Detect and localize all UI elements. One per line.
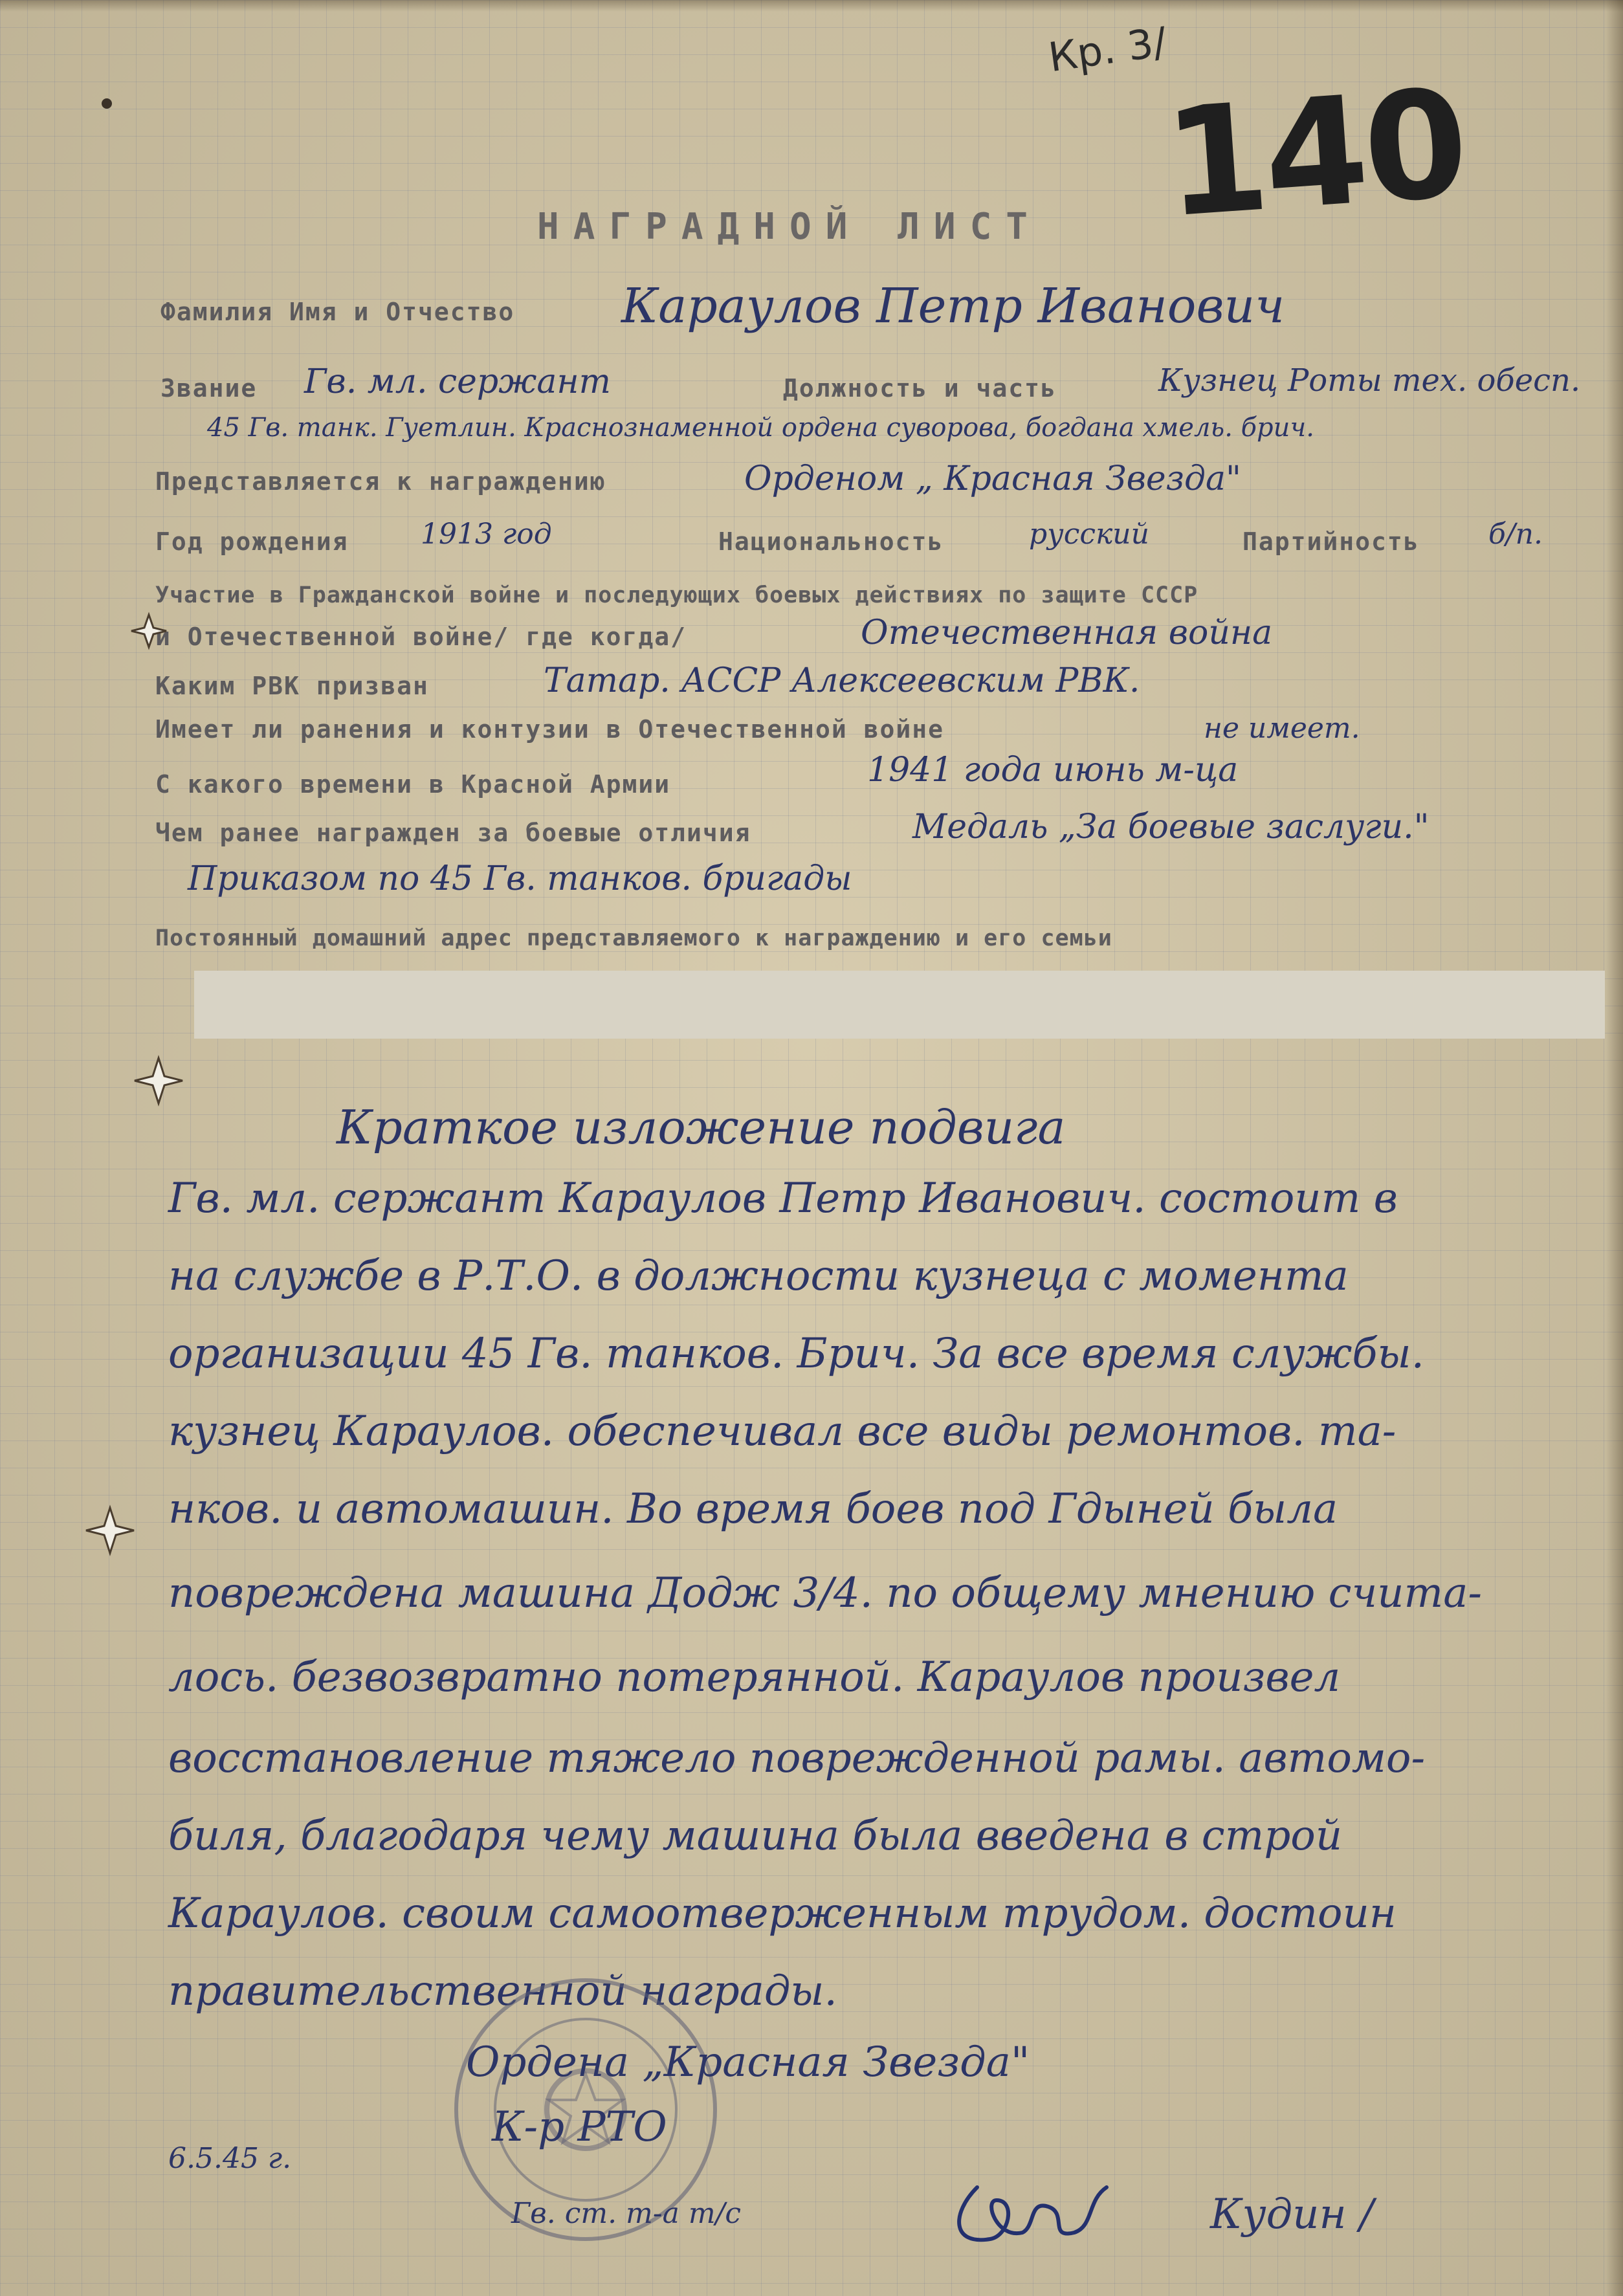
paper-edge-shadow — [1606, 0, 1623, 2296]
narrative-line: организации 45 Гв. танков. Брич. За все время службы. — [168, 1330, 1424, 1378]
archive-kr-number: Кр. 3/ — [1045, 17, 1170, 82]
narrative-line: повреждена машина Додж 3/4. по общему мнению счита- — [168, 1569, 1482, 1617]
narrative-line: на службе в Р.Т.О. в должности кузнеца с момента — [168, 1252, 1349, 1300]
value-nominated-for: Орденом „ Красная Звезда" — [744, 459, 1241, 498]
label-nationality: Национальность — [718, 527, 944, 556]
value-party: б/п. — [1488, 518, 1543, 551]
signature-date: 6.5.45 г. — [168, 2142, 292, 2175]
label-party: Партийность — [1242, 527, 1420, 556]
value-full-name: Караулов Петр Иванович — [621, 278, 1285, 334]
redacted-address — [194, 971, 1605, 1039]
narrative-line: восстановление тяжело поврежденной рамы. автомо- — [168, 1734, 1426, 1782]
narrative-line: биля, благодаря чему машина была введена в строй — [168, 1812, 1343, 1860]
label-rank: Звание — [160, 374, 258, 403]
value-nationality: русский — [1029, 518, 1149, 551]
label-wounds: Имеет ли ранения и контузии в Отечественной войне — [155, 715, 945, 744]
value-birth-year: 1913 год — [421, 518, 552, 551]
handwritten-signature — [938, 2161, 1132, 2258]
document-title: НАГРАДНОЙ ЛИСТ — [537, 206, 1043, 248]
value-position: Кузнец Роты тех. обесп. — [1158, 362, 1581, 399]
punch-hole-4 — [81, 1501, 139, 1560]
value-unit: 45 Гв. танк. Гуетлин. Краснознаменной ордена суворова, богдана хмель. брич. — [207, 413, 1314, 443]
value-previous-awards: Медаль „За боевые заслуги." — [912, 808, 1430, 846]
label-full-name: Фамилия Имя и Отчество — [160, 298, 515, 326]
narrative-line: лось. безвозвратно потерянной. Караулов произвел — [168, 1653, 1341, 1701]
label-birth-year: Год рождения — [155, 527, 349, 556]
conclusion-award: Ордена „Красная Звезда" — [466, 2038, 1030, 2086]
value-conscription-office: Татар. АССР Алексеевским РВК. — [544, 661, 1140, 700]
value-award-order: Приказом по 45 Гв. танков. бригады — [188, 859, 852, 898]
signature-name: Кудин / — [1210, 2191, 1374, 2238]
value-patriotic-war: Отечественная война — [861, 613, 1273, 652]
narrative-line: Гв. мл. сержант Караулов Петр Иванович. состоит в — [168, 1175, 1398, 1222]
punch-hole-2 — [126, 608, 171, 654]
label-civil-war: Участие в Гражданской войне и последующих боевых действиях по защите СССР — [155, 582, 1198, 608]
archive-page-number: 140 — [1159, 58, 1470, 251]
value-rank: Гв. мл. сержант — [304, 362, 611, 401]
signature-commander-title: К-р РТО — [492, 2103, 667, 2151]
punch-hole-3 — [129, 1052, 188, 1110]
narrative-line: Караулов. своим самоотверженным трудом. достоин — [168, 1890, 1397, 1937]
label-previous-awards: Чем ранее награжден за боевые отличия — [155, 819, 751, 847]
label-position-unit: Должность и часть — [783, 374, 1057, 403]
narrative-line: кузнец Караулов. обеспечивал все виды ремонтов. та- — [168, 1407, 1397, 1455]
label-patriotic-war: и Отечественной войне/ где когда/ — [155, 623, 687, 651]
value-wounds: не имеет. — [1204, 712, 1360, 745]
punch-hole-1 — [94, 91, 120, 116]
narrative-line: правительственной награды. — [168, 1967, 837, 2015]
narrative-heading: Краткое изложение подвига — [337, 1100, 1066, 1154]
paper-top-shadow — [0, 0, 1623, 12]
label-nominated-for: Представляется к награждению — [155, 467, 606, 496]
narrative-line: нков. и автомашин. Во время боев под Гдыней была — [168, 1485, 1338, 1533]
label-army-since: С какого времени в Красной Армии — [155, 770, 671, 799]
value-army-since: 1941 года июнь м-ца — [867, 751, 1239, 789]
signature-rank: Гв. ст. т-а т/с — [511, 2197, 742, 2230]
label-home-address: Постоянный домашний адрес представляемого к награждению и его семьи — [155, 925, 1112, 951]
label-conscription-office: Каким РВК призван — [155, 672, 429, 700]
